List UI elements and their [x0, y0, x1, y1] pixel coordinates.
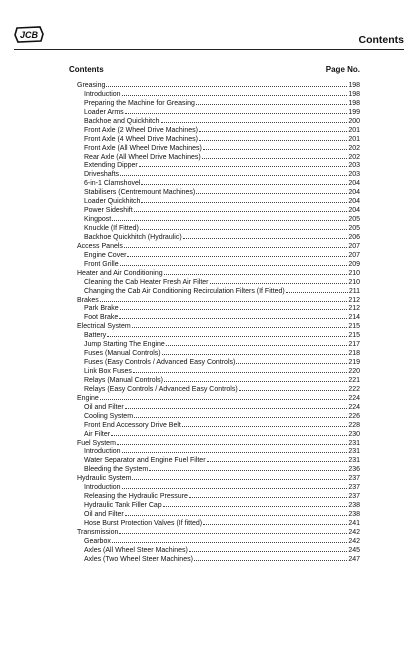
toc-entry-page: 201 [348, 135, 360, 143]
dot-leader [236, 357, 347, 364]
toc-page-heading: Page No. [325, 65, 360, 74]
toc-subentry[interactable] [77, 250, 360, 259]
toc-subentry[interactable] [77, 277, 360, 286]
toc-entry-title: Park Brake [84, 305, 119, 313]
toc-entry-page: 221 [348, 376, 360, 384]
toc-entry-page: 231 [348, 457, 360, 465]
toc-entry-title: Releasing the Hydraulic Pressure [84, 493, 188, 501]
dot-leader [125, 402, 348, 409]
toc-entry-page: 210 [348, 269, 360, 277]
toc-subentry[interactable] [77, 178, 360, 187]
toc-entry-page: 205 [348, 216, 360, 224]
dot-leader [120, 169, 347, 176]
toc-entry-title: Engine Cover [84, 251, 127, 259]
toc-entry-page: 215 [348, 332, 360, 340]
toc-entry-title: Axles (All Wheel Steer Machines) [84, 546, 188, 554]
toc-entry-page: 204 [348, 180, 360, 188]
toc-entry-page: 201 [348, 126, 360, 134]
dot-leader [203, 518, 347, 525]
toc-entry-title: Hydraulic Tank Filler Cap [84, 502, 162, 510]
toc-section[interactable] [77, 321, 360, 330]
toc-entry-page: 212 [348, 296, 360, 304]
toc-entry-title: Power Sideshift [84, 207, 133, 215]
toc-entry-page: 238 [348, 511, 360, 518]
toc-subentry[interactable] [77, 98, 360, 107]
toc-entry-page: 247 [348, 555, 360, 563]
toc-entry-title: Fuses (Manual Controls) [84, 350, 161, 358]
toc-subentry[interactable] [77, 509, 360, 518]
toc-entry-title: Access Panels [77, 242, 123, 250]
toc-entry-title: Battery [84, 332, 107, 340]
toc-subentry[interactable] [77, 348, 360, 357]
toc-subentry[interactable] [77, 375, 360, 384]
dot-leader [134, 205, 348, 212]
toc-entry-title: Cooling System [84, 412, 134, 420]
toc-subentry[interactable] [77, 152, 360, 161]
dot-leader [120, 303, 348, 310]
dot-leader [134, 411, 347, 418]
toc-entry-page: 237 [348, 475, 360, 483]
dot-leader [189, 545, 347, 552]
toc-entry-page: 224 [348, 403, 360, 411]
toc-entry-page: 228 [348, 421, 360, 429]
toc-entry-title: Changing the Cab Air Conditioning Recirculation Filters (If Fitted) [84, 287, 285, 295]
dot-leader [122, 446, 348, 453]
dot-leader [140, 223, 347, 230]
toc-entry-page: 210 [348, 278, 360, 286]
toc-entry-title: Bleeding the System [84, 466, 149, 474]
toc-entry-page: 231 [348, 439, 360, 447]
jcb-logo-icon [14, 26, 44, 43]
toc-entry-title: Introduction [84, 90, 121, 98]
toc-entry-page: 202 [348, 153, 360, 161]
dot-leader [182, 420, 347, 427]
dot-leader [239, 384, 348, 391]
dot-leader [199, 125, 347, 132]
toc-entry-page: 198 [348, 99, 360, 107]
dot-leader [122, 482, 348, 489]
toc-heading: Contents [69, 65, 104, 74]
toc-entry-title: Hose Burst Protection Valves (If fitted) [84, 519, 203, 527]
toc-subentry[interactable] [77, 500, 360, 509]
toc-entry-title: Backhoe and Quickhitch [84, 117, 160, 125]
dot-leader [196, 187, 347, 194]
dot-leader [132, 473, 347, 480]
dot-leader [203, 143, 347, 150]
toc-subentry[interactable] [77, 223, 360, 232]
header-divider [14, 49, 404, 50]
toc-subentry[interactable] [77, 116, 360, 125]
toc-entry-title: Fuel System [77, 439, 116, 447]
toc-subentry[interactable] [77, 357, 360, 366]
toc-subentry[interactable] [77, 205, 360, 214]
toc-entry-title: Oil and Filter [84, 403, 124, 411]
toc-subentry[interactable] [77, 411, 360, 420]
toc-subentry[interactable] [77, 169, 360, 178]
toc-entry-title: Cleaning the Cab Heater Fresh Air Filter [84, 278, 209, 286]
toc-entry-title: Oil and Filter [84, 511, 124, 518]
dot-leader [120, 259, 348, 266]
toc-entry-title: Extending Dipper [84, 162, 138, 170]
toc-entry-page: 206 [348, 233, 360, 241]
toc-entry-title: Introduction [84, 484, 121, 492]
toc-subentry[interactable] [77, 286, 360, 295]
toc-subentry[interactable] [77, 187, 360, 196]
dot-leader [132, 321, 348, 328]
toc-entry-page: 215 [348, 323, 360, 331]
dot-leader [127, 250, 347, 257]
toc-entry-title: 6-in-1 Clamshovel [84, 180, 141, 188]
toc-entry-title: Axles (Two Wheel Steer Machines) [84, 555, 193, 563]
toc-entry-page: 214 [348, 314, 360, 322]
dot-leader [141, 196, 347, 203]
toc-entry-title: Relays (Manual Controls) [84, 376, 163, 384]
dot-leader [199, 134, 347, 141]
toc-entry-page: 207 [348, 242, 360, 250]
toc-subentry[interactable] [77, 89, 360, 98]
toc-entry-page: 212 [348, 305, 360, 313]
toc-entry-title: Link Box Fuses [84, 368, 132, 375]
toc-subentry[interactable] [77, 143, 360, 152]
toc-entry-page: 204 [348, 189, 360, 197]
toc-entry-page: 226 [348, 412, 360, 420]
toc-entry-page: 220 [348, 368, 360, 375]
dot-leader [210, 277, 348, 284]
toc-subentry[interactable] [77, 330, 360, 339]
toc-entry-page: 217 [348, 341, 360, 349]
dot-leader [100, 295, 348, 302]
toc-subentry[interactable] [77, 455, 360, 464]
toc-entry-page: 241 [348, 519, 360, 527]
toc-subentry[interactable] [77, 482, 360, 491]
toc-entry-title: Relays (Easy Controls / Advanced Easy Controls) [84, 385, 238, 393]
toc-subentry[interactable] [77, 464, 360, 473]
toc-entry-title: Backhoe Quickhitch (Hydraulic) [84, 233, 182, 241]
dot-leader [202, 152, 348, 159]
dot-leader [194, 554, 347, 561]
toc-entry-title: Front Axle (2 Wheel Drive Machines) [84, 126, 198, 134]
toc-subentry[interactable] [77, 420, 360, 429]
toc-entry-page: 236 [348, 466, 360, 474]
dot-leader [139, 160, 348, 167]
toc-subentry[interactable] [77, 545, 360, 554]
toc-entry-title: Front End Accessory Drive Belt [84, 421, 181, 429]
toc-entry-title: Front Axle (All Wheel Drive Machines) [84, 144, 202, 152]
dot-leader [124, 241, 347, 248]
page-title: Contents [358, 34, 404, 46]
toc-subentry[interactable] [77, 160, 360, 169]
toc-subentry[interactable] [77, 536, 360, 545]
toc-entry-title: Driveshafts [84, 171, 120, 179]
dot-leader [107, 330, 347, 337]
toc-entry-page: 242 [348, 528, 360, 536]
toc-entry-title: Gearbox [84, 537, 111, 545]
toc-entry-page: 204 [348, 207, 360, 215]
toc-section[interactable] [77, 393, 360, 402]
toc-subentry[interactable] [77, 214, 360, 223]
dot-leader [183, 232, 348, 239]
toc-subentry[interactable] [77, 125, 360, 134]
toc-subentry[interactable] [77, 339, 360, 348]
dot-leader [119, 312, 347, 319]
toc-section[interactable] [77, 295, 360, 304]
dot-leader [161, 116, 348, 123]
toc-subentry[interactable] [77, 259, 360, 268]
toc-entry-title: Rear Axle (All Wheel Drive Machines) [84, 153, 201, 161]
toc-entry-title: Stabilisers (Centremount Machines) [84, 189, 196, 197]
toc-entry-page: 199 [348, 108, 360, 116]
toc-entry-page: 237 [348, 484, 360, 492]
toc-entry-title: Transmission [77, 528, 119, 536]
toc-entry-page: 203 [348, 162, 360, 170]
toc-entry-page: 202 [348, 144, 360, 152]
toc-subentry[interactable] [77, 491, 360, 500]
toc-entry-page: 222 [348, 385, 360, 393]
toc-section[interactable] [77, 80, 360, 89]
page-header [0, 0, 416, 50]
toc-entry-page: 237 [348, 493, 360, 501]
toc-subentry[interactable] [77, 196, 360, 205]
toc-entry-page: 230 [348, 430, 360, 438]
dot-leader [164, 375, 347, 382]
toc-entry-title: Electrical System [77, 323, 131, 331]
toc-entry-page: 198 [348, 82, 360, 89]
toc-section[interactable] [77, 438, 360, 447]
dot-leader [125, 107, 348, 114]
toc-entry-page: 203 [348, 171, 360, 179]
dot-leader [133, 366, 347, 373]
toc-entry-page: 231 [348, 448, 360, 456]
toc-entry-title: Engine [77, 394, 99, 402]
dot-leader [112, 214, 347, 221]
toc-entry-title: Fuses (Easy Controls / Advanced Easy Controls) [84, 359, 236, 367]
toc-section[interactable] [77, 527, 360, 536]
dot-leader [100, 393, 348, 400]
toc-subentry[interactable] [77, 446, 360, 455]
dot-leader [106, 80, 347, 87]
toc-subentry[interactable] [77, 232, 360, 241]
dot-leader [117, 438, 347, 445]
toc-subentry[interactable] [77, 107, 360, 116]
dot-leader [286, 286, 348, 293]
toc-entry-title: Brakes [77, 296, 99, 304]
toc-section[interactable] [77, 241, 360, 250]
toc-entry-page: 205 [348, 225, 360, 232]
toc-entry-title: Knuckle (If Fitted) [84, 225, 139, 232]
toc-entry-page: 219 [348, 359, 360, 367]
toc-entry-page: 242 [348, 537, 360, 545]
toc-entry-title: Loader Arms [84, 108, 124, 116]
toc-entry-title: Air Filter [84, 430, 111, 438]
toc-subentry[interactable] [77, 303, 360, 312]
toc-entry-title: Front Grille [84, 260, 119, 268]
dot-leader [111, 429, 347, 436]
toc-subentry[interactable] [77, 518, 360, 527]
toc-subentry[interactable] [77, 429, 360, 438]
toc-entry-title: Kingpost [84, 216, 112, 224]
toc-subentry[interactable] [77, 366, 360, 375]
toc-subentry[interactable] [77, 134, 360, 143]
toc-entry-title: Preparing the Machine for Greasing [84, 99, 195, 107]
logo-text: JCB [19, 30, 39, 40]
dot-leader [141, 178, 347, 185]
dot-leader [162, 348, 348, 355]
dot-leader [189, 491, 347, 498]
dot-leader [149, 464, 347, 471]
toc-entry-page: 198 [348, 90, 360, 98]
toc-entry-page: 211 [348, 287, 360, 295]
toc-entry-title: Loader Quickhitch [84, 198, 141, 206]
toc-subentry[interactable] [77, 384, 360, 393]
toc-entry-page: 200 [348, 117, 360, 125]
toc-entry-page: 204 [348, 198, 360, 206]
toc-entry-page: 207 [348, 251, 360, 259]
toc-entry-page: 238 [348, 502, 360, 510]
dot-leader [163, 500, 348, 507]
toc-subentry[interactable] [77, 554, 360, 563]
toc-entry-title: Greasing [77, 82, 106, 89]
dot-leader [207, 455, 348, 462]
toc-entry-title: Foot Brake [84, 314, 119, 322]
toc-entry-title: Water Separator and Engine Fuel Filter [84, 457, 206, 465]
toc-subentry[interactable] [77, 312, 360, 321]
dot-leader [164, 268, 348, 275]
dot-leader [166, 339, 348, 346]
toc-entry-page: 245 [348, 546, 360, 554]
toc-entry-title: Introduction [84, 448, 121, 456]
dot-leader [125, 509, 348, 516]
toc-entry-title: Jump Starting The Engine [84, 341, 165, 349]
toc-section[interactable] [77, 473, 360, 482]
toc-entry-title: Hydraulic System [77, 475, 132, 483]
dot-leader [196, 98, 347, 105]
toc-subentry[interactable] [77, 402, 360, 411]
dot-leader [119, 527, 347, 534]
toc-section[interactable] [77, 268, 360, 277]
toc-entry-page: 218 [348, 350, 360, 358]
dot-leader [112, 536, 347, 543]
toc-entry-page: 224 [348, 394, 360, 402]
toc-entry-title: Front Axle (4 Wheel Drive Machines) [84, 135, 198, 143]
toc-entry-title: Heater and Air Conditioning [77, 269, 163, 277]
toc-list [77, 80, 360, 563]
toc-entry-page: 209 [348, 260, 360, 268]
dot-leader [122, 89, 348, 96]
